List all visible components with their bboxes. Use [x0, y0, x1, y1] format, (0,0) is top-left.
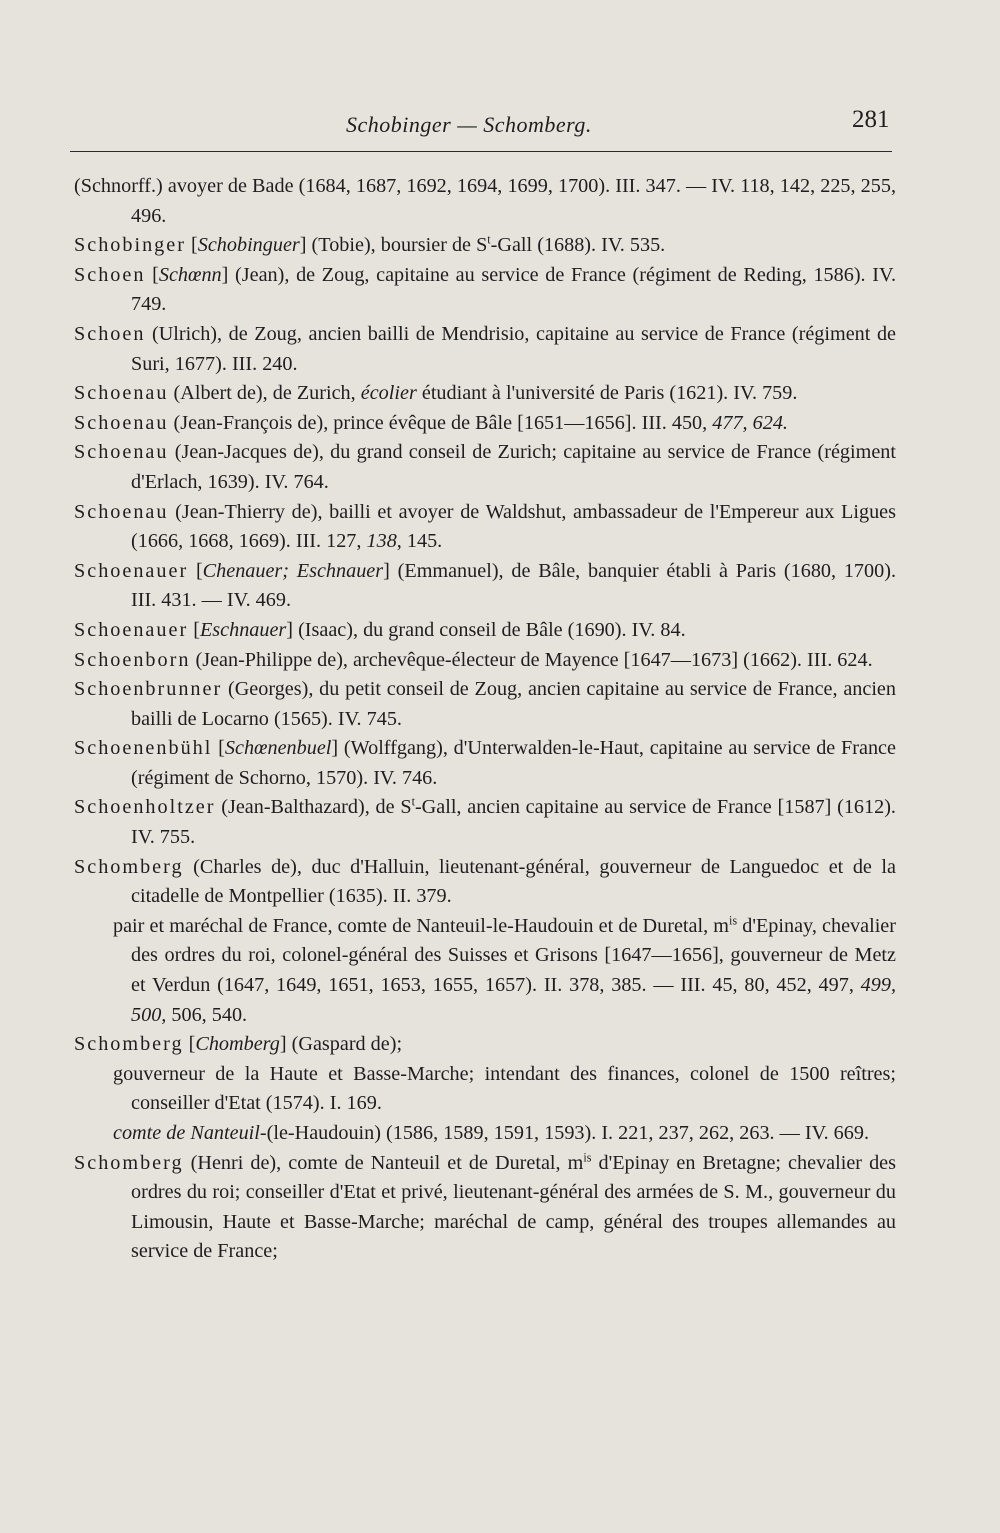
- index-entry: Schoenau (Jean-François de), prince évêque de Bâle [1651—1656]. III. 450, 477, 624.: [74, 411, 788, 434]
- index-subentry: pair et maréchal de France, comte de Nanteuil-le-Haudouin et de Duretal, $m^{is}$ d'Epinay, chevalier des ordres du roi, colonel-général des Suisses et Grisons [1647—1656], gouverneur de Metz et Verdun (1647, 1649, 1651, 1653, 1655, 1657). II. 378, 385. — III. 45, 80, 452, 497, 499, 500, 506, 540.: [113, 913, 896, 1026]
- index-entry: Schoenau (Jean-Thierry de), bailli et avoyer de Waldshut, ambassadeur de l'Empereur aux Ligues (1666, 1668, 1669). III. 127, 138, 145.: [74, 500, 896, 553]
- index-subentry: comte de Nanteuil-(le-Haudouin) (1586, 1589, 1591, 1593). I. 221, 237, 262, 263. — IV. 669.: [113, 1122, 870, 1144]
- entry-surname: Schoenbrunner: [74, 678, 223, 701]
- entry-surname: Schoenauer: [74, 618, 189, 641]
- index-entry: Schoen (Ulrich), de Zoug, ancien bailli de Mendrisio, capitaine au service de France (régiment de Suri, 1677). III. 240.: [74, 322, 896, 375]
- index-entry: Schobinger [Schobinguer] (Tobie), boursier de $S^t$-Gall (1688). IV. 535.: [74, 232, 666, 257]
- index-entry: Schoenau (Albert de), de Zurich, écolier étudiant à l'université de Paris (1621). IV. 759.: [74, 382, 798, 405]
- entry-surname: Schoenau: [74, 500, 169, 523]
- header-rule: [70, 151, 892, 152]
- index-entry: Schoenholtzer (Jean-Balthazard), de $S^t$-Gall, ancien capitaine au service de France [1587] (1612). IV. 755.: [74, 794, 896, 849]
- entry-surname: Schoenholtzer: [74, 796, 216, 819]
- index-entry: Schoenenbühl [Schœnenbuel] (Wolffgang), d'Unterwalden-le-Haut, capitaine au service de France (régiment de Schorno, 1570). IV. 746.: [74, 737, 896, 789]
- entry-surname: Schoenauer: [74, 559, 189, 582]
- entry-surname: Schoenau: [74, 382, 169, 405]
- running-head: [0, 106, 900, 146]
- entry-surname: Schoen: [74, 322, 146, 345]
- entry-surname: Schoenau: [74, 411, 169, 434]
- entry-surname: Schoenborn: [74, 648, 191, 671]
- index-entry: Schomberg (Henri de), comte de Nanteuil et de Duretal, $m^{is}$ d'Epinay en Bretagne; chevalier des ordres du roi; conseiller d'Etat et privé, lieutenant-général des armées de S. M., gouverneur du Limousin, Haute et Basse-Marche; maréchal de camp, général des troupes allemandes au service de France;: [74, 1149, 896, 1263]
- index-entry: Schomberg [Chomberg] (Gaspard de);: [74, 1033, 403, 1056]
- index-entry: (Schnorff.) avoyer de Bade (1684, 1687, 1692, 1694, 1699, 1700). III. 347. — IV. 118, 142, 225, 255, 496.: [74, 175, 896, 227]
- index-entries: [74, 172, 896, 1267]
- index-subentry: gouverneur de la Haute et Basse-Marche; intendant des finances, colonel de 1500 reîtres; conseiller d'Etat (1574). I. 169.: [113, 1062, 896, 1115]
- entry-surname: Schoenau: [74, 441, 169, 464]
- index-entry: Schoenborn (Jean-Philippe de), archevêque-électeur de Mayence [1647—1673] (1662). III. 624.: [74, 648, 873, 671]
- index-entry: Schoenbrunner (Georges), du petit conseil de Zoug, ancien capitaine au service de France, ancien bailli de Locarno (1565). IV. 745.: [74, 678, 896, 730]
- entry-surname: Schoenenbühl: [74, 737, 213, 760]
- index-entry: Schoen [Schœnn] (Jean), de Zoug, capitaine au service de France (régiment de Reding, 1586). IV. 749.: [74, 263, 897, 316]
- page-title: Schobinger — Schomberg.: [346, 112, 592, 137]
- index-entry: Schomberg (Charles de), duc d'Halluin, lieutenant-général, gouverneur de Languedoc et de la citadelle de Montpellier (1635). II. 379.: [74, 855, 896, 908]
- entry-surname: Schomberg: [74, 1033, 184, 1056]
- index-entry: Schoenauer [Chenauer; Eschnauer] (Emmanuel), de Bâle, banquier établi à Paris (1680, 1700). III. 431. — IV. 469.: [74, 559, 896, 612]
- entry-surname: Schobinger: [74, 234, 186, 257]
- entry-surname: Schoen: [74, 263, 146, 286]
- entry-surname: Schomberg: [74, 855, 184, 878]
- entry-surname: Schomberg: [74, 1151, 184, 1174]
- index-entry: Schoenauer [Eschnauer] (Isaac), du grand conseil de Bâle (1690). IV. 84.: [74, 618, 686, 641]
- index-entry: Schoenau (Jean-Jacques de), du grand conseil de Zurich; capitaine au service de France (régiment d'Erlach, 1639). IV. 764.: [74, 441, 896, 493]
- page-number: 281: [852, 106, 890, 133]
